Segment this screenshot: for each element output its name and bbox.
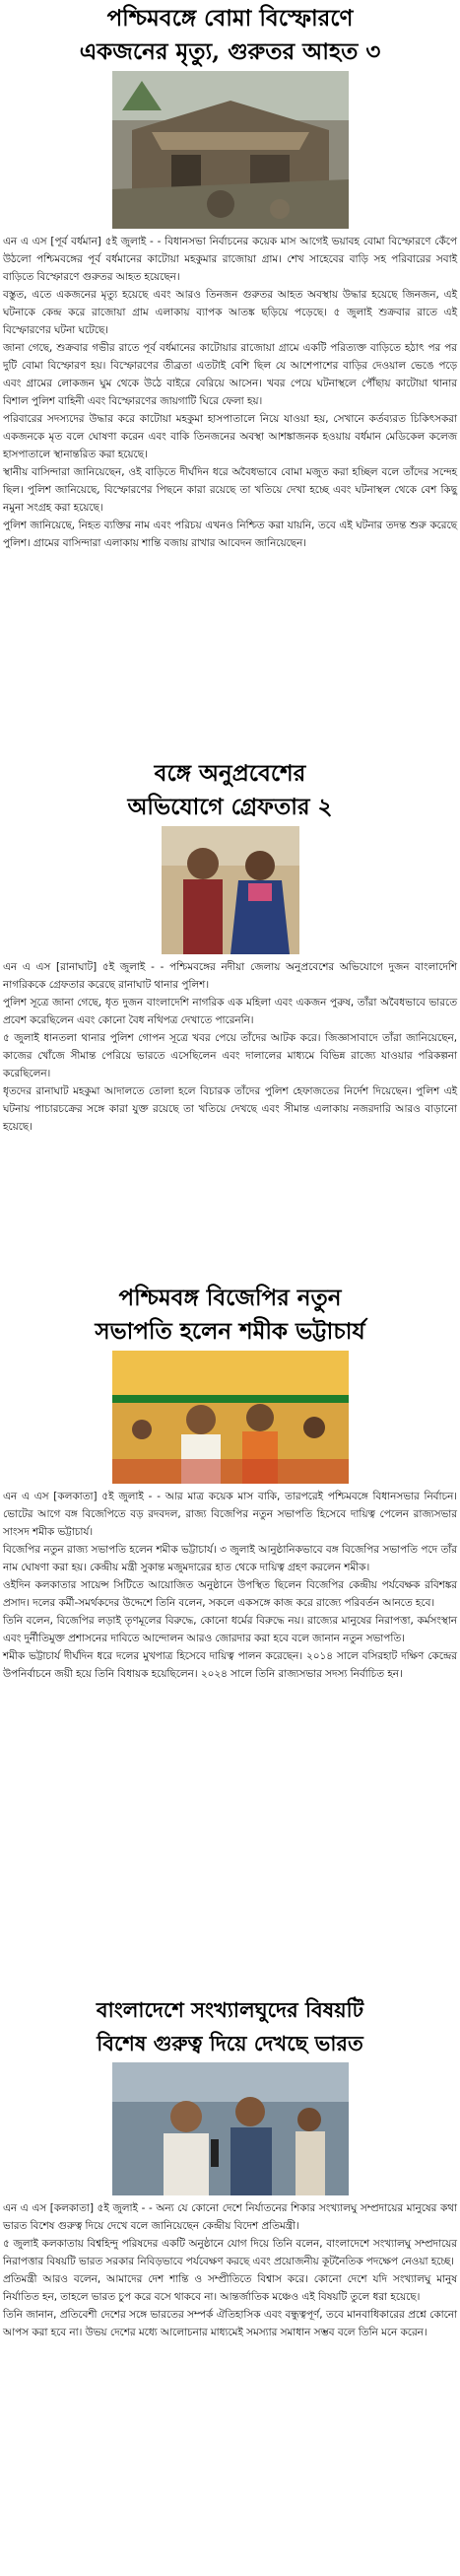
- blast-site-photo: [112, 71, 349, 229]
- paragraph: এন এ এস [রানাঘাট] ৫ই জুলাই - - পশ্চিমবঙ্গের নদীয়া জেলায় অনুপ্রবেশের অভিযোগে দুজন বাংলাদেশি নাগরিককে গ্রেফতার করেছে রানাঘাট থানার পুলিশ।: [3, 961, 457, 991]
- paragraph: প্রতিমন্ত্রী আরও বলেন, আমাদের দেশ শান্তি ও সম্প্রীতিতে বিশ্বাস করে। কোনো দেশে যদি সংখ্যালঘু মানুষ নির্যাতিত হন, তাহলে ভারত চুপ করে বসে থাকবে না। আন্তর্জাতিক মঞ্চেও এই বিষয়টি তুলে ধরা হয়েছে।: [3, 2273, 457, 2303]
- paragraph: এন এ এস [পূর্ব বর্ধমান] ৫ই জুলাই - - বিধানসভা নির্বাচনের কয়েক মাস আগেই ভয়াবহ বোমা বিস্ফোরণে কেঁপে উঠলো পশ্চিমবঙ্গের পূর্ব বর্ধমানের কাটোয়া মহকুমার রাজোয়া গ্রাম। শেখ সাহেবের বাড়ি সহ পরিবারের সবাই বাড়িতে বিস্ফোরণে গুরুতর আহত হয়েছেন।: [3, 236, 457, 283]
- paragraph: ৫ জুলাই ধানতলা থানার পুলিশ গোপন সূত্রে খবর পেয়ে তাঁদের আটক করে। জিজ্ঞাসাবাদে তাঁরা জানিয়েছেন, কাজের খোঁজে সীমান্ত পেরিয়ে ভারতে এসেছিলেন এবং দালালের মাধ্যমে বিভিন্ন রাজ্যে যাওয়ার পরিকল্পনা করেছিলেন।: [3, 1032, 457, 1079]
- paragraph: বিজেপির নতুন রাজ্য সভাপতি হলেন শমীক ভট্টাচার্য। ৩ জুলাই আনুষ্ঠানিকভাবে বঙ্গ বিজেপির সভাপতি পদে তাঁর নাম ঘোষণা করা হয়। কেন্দ্রীয় মন্ত্রী সুকান্ত মজুমদারের হাত থেকে দায়িত্ব গ্রহণ করলেন শমীক।: [3, 1544, 457, 1573]
- article-body: [0, 958, 460, 1136]
- arrested-persons-photo: [162, 826, 299, 954]
- headline-line2: একজনের মৃত্যু, গুরুতর আহত ৩: [79, 38, 381, 65]
- article-bjp-president: [0, 1282, 460, 1683]
- paragraph: শমীক ভট্টাচার্য দীর্ঘদিন ধরে দলের মুখপাত্র হিসেবে দায়িত্ব পালন করেছেন। ২০১৪ সালে বসিরহাট দক্ষিণ কেন্দ্রের উপনির্বাচনে জয়ী হয়ে তিনি বিধায়ক হয়েছিলেন। ২০২৪ সালে তিনি রাজ্যসভার সদস্য নির্বাচিত হন।: [3, 1650, 457, 1680]
- paragraph: পরিবারের সদস্যদের উদ্ধার করে কাটোয়া মহকুমা হাসপাতালে নিয়ে যাওয়া হয়, সেখানে কর্তব্যরত চিকিৎসকরা একজনকে মৃত বলে ঘোষণা করেন এবং বাকি তিনজনের অবস্থা আশঙ্কাজনক হওয়ায় বর্ধমান মেডিকেল কলেজ হাসপাতালে স্থানান্তরিত করা হয়েছে।: [3, 413, 457, 460]
- article-body: [0, 2199, 460, 2341]
- paragraph: ধৃতদের রানাঘাট মহকুমা আদালতে তোলা হলে বিচারক তাঁদের পুলিশ হেফাজতের নির্দেশ দিয়েছেন। পুলিশ এই ঘটনায় পাচারচক্রের সঙ্গে কারা যুক্ত রয়েছে তা খতিয়ে দেখছে এবং সীমান্ত এলাকায় নজরদারি আরও বাড়ানো হয়েছে।: [3, 1085, 457, 1133]
- headline-line1: পশ্চিমবঙ্গ বিজেপির নতুন: [118, 1285, 342, 1311]
- article-bomb-blast: [0, 2, 460, 552]
- bjp-event-photo: [112, 1351, 349, 1484]
- headline-line1: বাংলাদেশে সংখ্যালঘুদের বিষয়টি: [96, 1997, 364, 2022]
- press-meet-photo: [112, 2062, 349, 2195]
- paragraph: এন এ এস [কলকাতা] ৫ই জুলাই - - আর মাত্র কয়েক মাস বাকি, তারপরেই পশ্চিমবঙ্গে বিধানসভার নির্বাচন। ভোটের আগে বঙ্গ বিজেপিতে বড় রদবদল, রাজ্য বিজেপির নতুন সভাপতি হিসেবে দায়িত্ব পেলেন রাজ্যসভার সাংসদ শমীক ভট্টাচার্য।: [3, 1491, 457, 1538]
- headline-line1: পশ্চিমবঙ্গে বোমা বিস্ফোরণে: [106, 5, 354, 32]
- paragraph: তিনি জানান, প্রতিবেশী দেশের সঙ্গে ভারতের সম্পর্ক ঐতিহাসিক এবং বন্ধুত্বপূর্ণ, তবে মানবাধিকারের প্রশ্নে কোনো আপস করা হবে না। উভয় দেশের মধ্যে আলোচনার মাধ্যমেই সমস্যার সমাধান সম্ভব বলে তিনি মনে করেন।: [3, 2309, 457, 2338]
- article-bangladesh-minorities: [0, 1993, 460, 2341]
- paragraph: পুলিশ জানিয়েছে, নিহত ব্যক্তির নাম এবং পরিচয় এখনও নিশ্চিত করা যায়নি, তবে এই ঘটনার তদন্ত শুরু করেছে পুলিশ। গ্রামের বাসিন্দারা এলাকায় শান্তি বজায় রাখার আবেদন জানিয়েছেন।: [3, 520, 457, 549]
- headline-line2: সভাপতি হলেন শমীক ভট্টাচার্য: [95, 1318, 365, 1345]
- paragraph: ৫ জুলাই কলকাতায় বিশ্বহিন্দু পরিষদের একটি অনুষ্ঠানে যোগ দিয়ে তিনি বলেন, বাংলাদেশে সংখ্যালঘু সম্প্রদায়ের নিরাপত্তার বিষয়টি ভারত সরকার নিবিড়ভাবে পর্যবেক্ষণ করছে এবং প্রয়োজনীয় কূটনৈতিক পদক্ষেপ নেওয়া হচ্ছে।: [3, 2238, 457, 2267]
- headline-line2: অভিযোগে গ্রেফতার ২: [127, 794, 333, 820]
- paragraph: এন এ এস [কলকাতা] ৫ই জুলাই - - অন্য যে কোনো দেশে নির্যাতনের শিকার সংখ্যালঘু সম্প্রদায়ের মানুষের কথা ভারত বিশেষ গুরুত্ব দিয়ে দেখে বলে জানিয়েছেন কেন্দ্রীয় বিদেশ প্রতিমন্ত্রী।: [3, 2202, 457, 2232]
- paragraph: স্থানীয় বাসিন্দারা জানিয়েছেন, ওই বাড়িতে দীর্ঘদিন ধরে অবৈধভাবে বোমা মজুত করা হচ্ছিল বলে তাঁদের সন্দেহ ছিল। পুলিশ জানিয়েছে, বিস্ফোরণের পিছনে কারা রয়েছে তা খতিয়ে দেখা হচ্ছে এবং ঘটনাস্থল থেকে বেশ কিছু নমুনা সংগ্রহ করা হয়েছে।: [3, 466, 457, 514]
- article-body: [0, 233, 460, 552]
- paragraph: বস্তুত, এতে একজনের মৃত্যু হয়েছে এবং আরও তিনজন গুরুতর আহত অবস্থায় উদ্ধার হয়েছে জিনজন, এই ঘটনাকে কেন্দ্র করে রাজোয়া গ্রাম এলাকায় ব্যাপক আতঙ্ক ছড়িয়ে পড়েছে। ৫ জুলাই শুক্রবার রাতে এই বিস্ফোরণের ঘটনা ঘটেছে।: [3, 289, 457, 336]
- paragraph: জানা গেছে, শুক্রবার গভীর রাতে পূর্ব বর্ধমানের কাটোয়ার রাজোয়া গ্রামে একটি পরিত্যক্ত বাড়িতে হঠাৎ পর পর দুটি বোমা বিস্ফোরণ হয়। বিস্ফোরণের তীব্রতা এতটাই বেশি ছিল যে আশেপাশের বাড়ির দেওয়াল ভেঙে পড়ে এবং গ্রামের লোকজন ঘুম থেকে উঠে বাইরে বেরিয়ে আসেন। খবর পেয়ে ঘটনাস্থলে পৌঁছায় কাটোয়া থানার বিশাল পুলিশ বাহিনী এবং বিস্ফোরণের জায়গাটি ঘিরে ফেলা হয়।: [3, 342, 457, 407]
- paragraph: তিনি বলেন, বিজেপির লড়াই তৃণমূলের বিরুদ্ধে, কোনো ধর্মের বিরুদ্ধে নয়। রাজ্যের মানুষের নিরাপত্তা, কর্মসংস্থান এবং দুর্নীতিমুক্ত প্রশাসনের দাবিতে আন্দোলন আরও জোরদার করা হবে বলে জানান নতুন সভাপতি।: [3, 1615, 457, 1644]
- article-infiltration-arrest: [0, 757, 460, 1136]
- paragraph: ওইদিন কলকাতার সায়েন্স সিটিতে আয়োজিত অনুষ্ঠানে উপস্থিত ছিলেন বিজেপির কেন্দ্রীয় পর্যবেক্ষক রবিশঙ্কর প্রসাদ। দলের কর্মী-সমর্থকদের উদ্দেশে তিনি বলেন, সকলে একসঙ্গে কাজ করে রাজ্যে পরিবর্তন আনতে হবে।: [3, 1579, 457, 1609]
- headline-line2: বিশেষ গুরুত্ব দিয়ে দেখছে ভারত: [97, 2031, 363, 2055]
- headline-line1: বঙ্গে অনুপ্রবেশের: [154, 760, 306, 787]
- paragraph: পুলিশ সূত্রে জানা গেছে, ধৃত দুজন বাংলাদেশি নাগরিক এক মহিলা এবং একজন পুরুষ, তাঁরা অবৈধভাবে ভারতে প্রবেশ করেছিলেন এবং কোনো বৈধ নথিপত্র দেখাতে পারেননি।: [3, 997, 457, 1026]
- article-body: [0, 1488, 460, 1683]
